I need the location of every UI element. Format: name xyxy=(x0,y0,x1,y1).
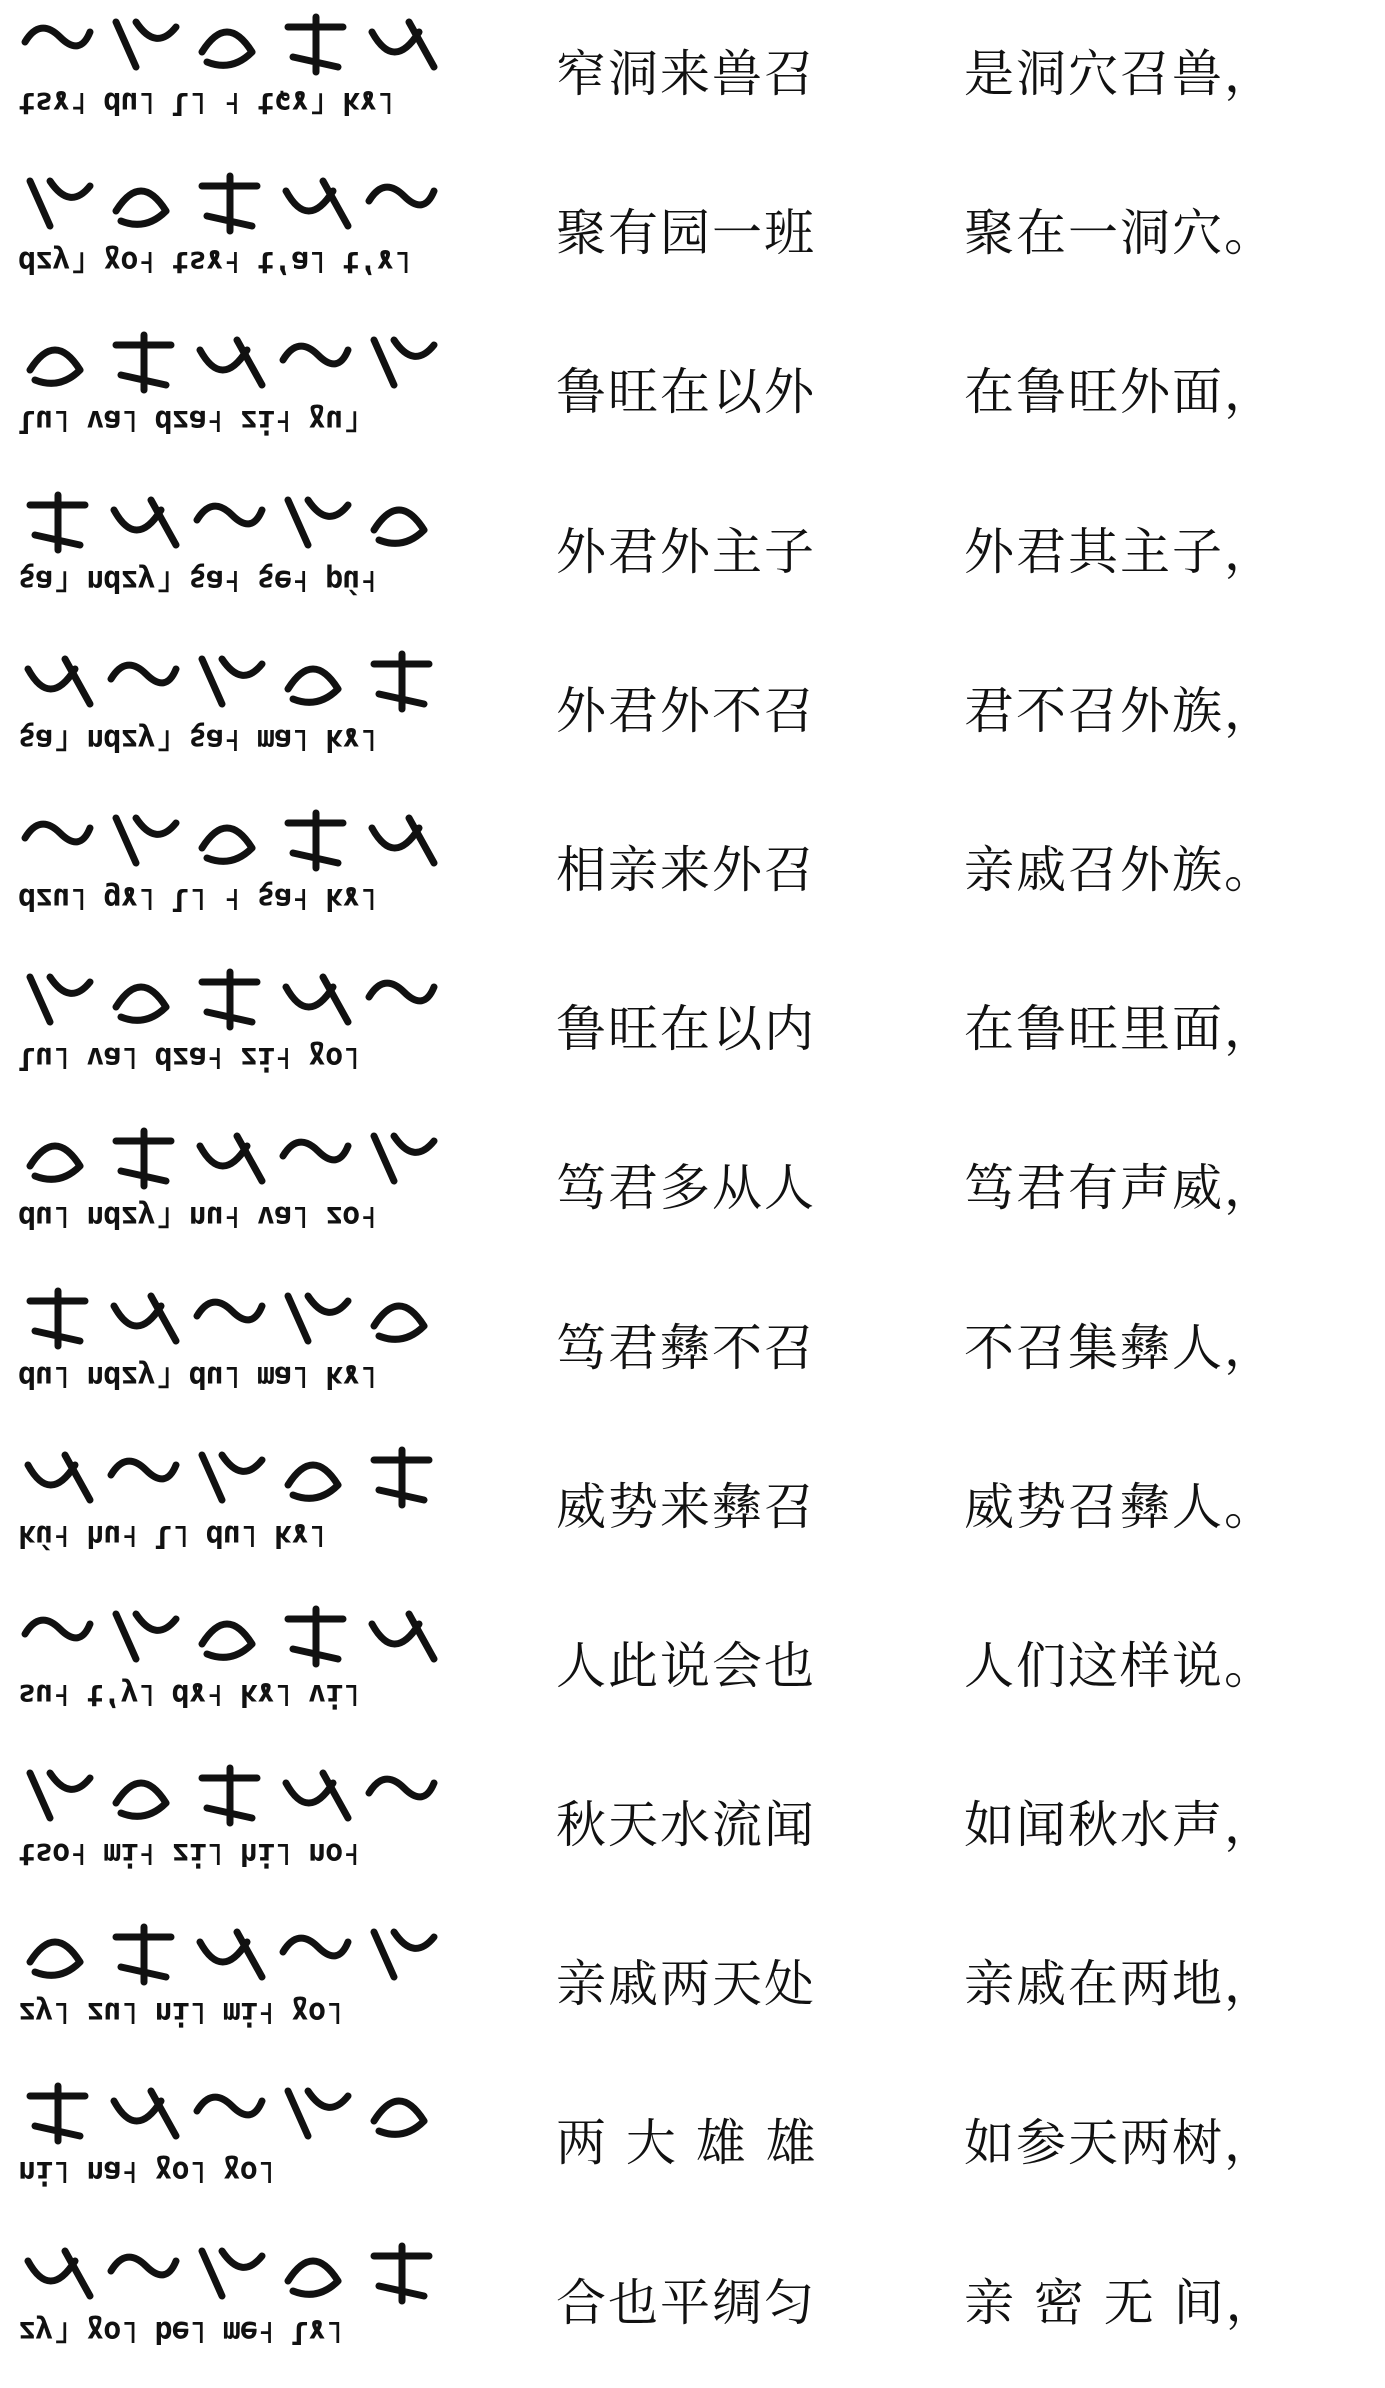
yi-glyphs xyxy=(20,330,450,400)
yi-glyphs xyxy=(20,1445,450,1515)
yi-glyph xyxy=(30,1291,85,1346)
free-translation: 亲 密 无 间， xyxy=(964,2273,1278,2332)
free-translation: 外君其主子， xyxy=(964,522,1276,581)
verse-row xyxy=(0,2229,1385,2388)
yi-glyph xyxy=(30,495,85,550)
yi-glyph xyxy=(283,346,348,364)
verse-row xyxy=(0,2069,1385,2228)
verse-row xyxy=(0,159,1385,318)
verse-row xyxy=(0,1592,1385,1751)
yi-glyph xyxy=(116,1131,171,1186)
yi-glyphs-drawing xyxy=(20,2081,450,2151)
yi-script-block xyxy=(10,808,450,918)
yi-glyph xyxy=(202,659,262,704)
yi-glyph xyxy=(288,17,343,72)
literal-gloss: 聚有园一班 xyxy=(556,204,816,263)
verse-row xyxy=(0,1910,1385,2069)
yi-glyph xyxy=(202,1455,262,1500)
phonetic-transcription: tso˧ mi˧ zi˩ hi˩ no˧ xyxy=(18,1836,360,1872)
yi-glyphs xyxy=(20,1763,450,1833)
literal-gloss: 笃君彝不召 xyxy=(556,1318,816,1377)
yi-glyphs xyxy=(20,967,450,1037)
yi-glyph xyxy=(111,1461,176,1479)
yi-glyph xyxy=(374,1450,429,1505)
yi-glyph xyxy=(30,2086,85,2141)
yi-glyph xyxy=(200,340,262,385)
yi-glyphs-drawing xyxy=(20,1763,450,1833)
yi-glyphs-drawing xyxy=(20,1445,450,1515)
yi-script-block xyxy=(10,1604,450,1714)
yi-glyph xyxy=(202,972,257,1027)
yi-glyphs-drawing xyxy=(20,1604,450,1674)
phonetic-transcription: dzy˥ ɣo˧ tsɤ˧ tʻa˩ tʻɤ˩ xyxy=(18,244,411,280)
yi-glyphs xyxy=(20,808,450,878)
yi-glyphs-drawing xyxy=(20,12,450,82)
yi-script-block xyxy=(10,1286,450,1396)
literal-gloss: 窄洞来兽召 xyxy=(556,45,816,103)
yi-glyph xyxy=(116,987,166,1020)
yi-glyph xyxy=(288,1609,343,1664)
free-translation: 亲戚在两地， xyxy=(964,1955,1276,2014)
yi-script-block xyxy=(10,1126,450,1236)
free-translation: 聚在一洞穴。 xyxy=(964,204,1276,263)
yi-glyph xyxy=(200,1932,262,1977)
yi-script-block xyxy=(10,1445,450,1555)
yi-glyphs-drawing xyxy=(20,330,450,400)
yi-glyphs xyxy=(20,2241,450,2311)
free-translation: 笃君有声威， xyxy=(964,1159,1276,1218)
verse-row xyxy=(0,0,1385,159)
yi-glyphs xyxy=(20,490,450,560)
yi-glyph xyxy=(114,500,176,545)
yi-glyph xyxy=(116,22,176,67)
free-translation: 威势召彝人。 xyxy=(964,1477,1276,1536)
phonetic-transcription: du˩ ndzy˥ du˩ ma˩ kɤ˩ xyxy=(18,1358,377,1394)
yi-glyphs xyxy=(20,12,450,82)
phonetic-transcription: lu˩ va˩ dza˧ zi˧ ɣo˩ xyxy=(18,1040,360,1076)
yi-glyph xyxy=(28,2251,90,2296)
yi-glyph xyxy=(369,983,434,1001)
yi-glyphs-drawing xyxy=(20,967,450,1037)
yi-glyph xyxy=(197,506,262,524)
phonetic-transcription: dzu˩ gɤ˩ l˩ ˧ ȿa˧ kɤ˩ xyxy=(18,880,377,916)
yi-glyphs-drawing xyxy=(20,2241,450,2311)
yi-glyphs-drawing xyxy=(20,171,450,241)
yi-glyph xyxy=(116,1927,171,1982)
yi-script-block xyxy=(10,649,450,759)
yi-glyph xyxy=(202,176,257,231)
free-translation: 在鲁旺里面， xyxy=(964,1000,1276,1059)
literal-gloss: 外君外主子 xyxy=(556,522,816,581)
yi-glyphs-drawing xyxy=(20,1126,450,1196)
literal-gloss: 两 大 雄 雄 xyxy=(556,2114,818,2173)
yi-glyph xyxy=(372,22,434,67)
yi-glyph xyxy=(286,181,348,226)
verse-row xyxy=(0,1274,1385,1433)
phonetic-transcription: su˧ tʻy˩ dɤ˧ kɤ˩ vi˩ xyxy=(18,1676,360,1712)
yi-glyphs-drawing xyxy=(20,490,450,560)
yi-glyph xyxy=(116,1783,166,1816)
free-translation: 是洞穴召兽， xyxy=(964,45,1276,103)
yi-glyph xyxy=(288,1296,348,1341)
yi-glyph xyxy=(200,1136,262,1181)
literal-gloss: 亲戚两天处 xyxy=(556,1955,816,2014)
yi-glyph xyxy=(202,1768,257,1823)
yi-script-block xyxy=(10,967,450,1077)
verse-row xyxy=(0,1433,1385,1592)
yi-glyphs-drawing xyxy=(20,1286,450,1356)
verse-row xyxy=(0,478,1385,637)
yi-script-block xyxy=(10,2081,450,2191)
verse-row xyxy=(0,637,1385,796)
yi-glyph xyxy=(116,1614,176,1659)
yi-glyph xyxy=(30,181,90,226)
yi-script-block xyxy=(10,1763,450,1873)
verse-row xyxy=(0,1751,1385,1910)
phonetic-transcription: du˩ ndzy˥ nu˧ va˩ zo˧ xyxy=(18,1199,377,1235)
yi-script-block xyxy=(10,490,450,600)
phonetic-transcription: ȿa˥ ndzy˥ ȿa˧ ma˩ kɤ˩ xyxy=(18,721,377,757)
yi-glyph xyxy=(25,1620,90,1638)
literal-gloss: 合也平绸匀 xyxy=(556,2273,816,2332)
literal-gloss: 相亲来外召 xyxy=(556,840,816,899)
yi-glyph xyxy=(116,335,171,390)
literal-gloss: 威势来彝召 xyxy=(556,1477,816,1536)
yi-glyphs xyxy=(20,2081,450,2151)
phonetic-transcription: lu˩ va˩ dza˧ zi˧ ɣu˥ xyxy=(18,403,360,439)
yi-glyphs-drawing xyxy=(20,808,450,878)
literal-gloss: 外君外不召 xyxy=(556,681,816,740)
yi-glyph xyxy=(30,1146,80,1179)
yi-glyphs xyxy=(20,1604,450,1674)
yi-glyph xyxy=(283,1142,348,1160)
phonetic-transcription: kú˧ hu˧ l˩ du˩ kɤ˩ xyxy=(18,1517,326,1553)
yi-glyph xyxy=(114,2091,176,2136)
yi-glyph xyxy=(30,1773,90,1818)
free-translation: 如闻秋水声， xyxy=(964,1796,1276,1855)
yi-glyphs xyxy=(20,1286,450,1356)
yi-glyph xyxy=(288,2091,348,2136)
yi-glyph xyxy=(288,1465,338,1498)
yi-glyph xyxy=(30,350,80,383)
literal-gloss: 鲁旺在以外 xyxy=(556,363,816,422)
yi-glyph xyxy=(374,1136,434,1181)
free-translation: 在鲁旺外面， xyxy=(964,363,1276,422)
yi-glyph xyxy=(374,340,434,385)
yi-glyph xyxy=(374,1306,424,1339)
yi-glyph xyxy=(202,2251,262,2296)
yi-glyph xyxy=(114,1296,176,1341)
yi-glyph xyxy=(369,187,434,205)
yi-glyph xyxy=(25,824,90,842)
yi-glyph xyxy=(283,1938,348,1956)
yi-glyphs xyxy=(20,1126,450,1196)
verse-row xyxy=(0,955,1385,1114)
yi-glyph xyxy=(111,2257,176,2275)
free-translation: 不召集彝人， xyxy=(964,1318,1276,1377)
yi-script-block xyxy=(10,2241,450,2351)
yi-glyph xyxy=(374,2101,424,2134)
yi-glyph xyxy=(202,828,252,861)
yi-glyph xyxy=(374,1932,434,1977)
yi-glyph xyxy=(374,510,424,543)
literal-gloss: 秋天水流闻 xyxy=(556,1796,816,1855)
yi-glyphs-drawing xyxy=(20,1922,450,1992)
yi-glyph xyxy=(30,977,90,1022)
yi-glyphs-drawing xyxy=(20,649,450,719)
yi-glyph xyxy=(116,818,176,863)
yi-glyph xyxy=(202,1624,252,1657)
yi-glyph xyxy=(111,665,176,683)
yi-glyphs xyxy=(20,171,450,241)
yi-glyph xyxy=(286,977,348,1022)
yi-glyph xyxy=(374,654,429,709)
yi-script-block xyxy=(10,12,450,122)
yi-glyph xyxy=(288,2261,338,2294)
yi-glyph xyxy=(286,1773,348,1818)
yi-glyph xyxy=(202,32,252,65)
yi-glyphs xyxy=(20,1922,450,1992)
literal-gloss: 笃君多从人 xyxy=(556,1159,816,1218)
yi-glyph xyxy=(197,1302,262,1320)
yi-glyph xyxy=(28,659,90,704)
yi-glyph xyxy=(197,2098,262,2116)
yi-glyph xyxy=(288,813,343,868)
yi-glyph xyxy=(30,1942,80,1975)
yi-glyph xyxy=(116,191,166,224)
yi-script-block xyxy=(10,330,450,440)
phonetic-transcription: zy˥ ɣo˩ be˩ me˧ lɤ˩ xyxy=(18,2313,343,2349)
yi-glyph xyxy=(288,500,348,545)
yi-glyph xyxy=(374,2246,429,2301)
verse-row xyxy=(0,796,1385,955)
yi-glyph xyxy=(288,669,338,702)
yi-glyph xyxy=(28,1455,90,1500)
literal-gloss: 鲁旺在以内 xyxy=(556,1000,816,1059)
literal-gloss: 人此说会也 xyxy=(556,1636,816,1695)
verse-row xyxy=(0,1114,1385,1273)
phonetic-transcription: ni˩ na˧ ɣo˩ ɣo˩ xyxy=(18,2154,274,2190)
yi-script-block xyxy=(10,1922,450,2032)
phonetic-transcription: zy˩ zu˩ ni˩ mi˧ ɣo˩ xyxy=(18,1995,343,2031)
free-translation: 如参天两树， xyxy=(964,2114,1276,2173)
yi-glyph xyxy=(372,1614,434,1659)
yi-glyph xyxy=(25,28,90,46)
phonetic-transcription: tsɤ˦ du˩ l˩ ˧ tɕɤ˥ kɤ˩ xyxy=(18,85,394,120)
yi-glyphs xyxy=(20,649,450,719)
yi-glyph xyxy=(372,818,434,863)
phonetic-transcription: ȿa˥ ndzy˥ ȿa˧ ȿe˧ pú˧ xyxy=(18,562,377,598)
free-translation: 人们这样说。 xyxy=(964,1636,1276,1695)
free-translation: 亲戚召外族。 xyxy=(964,840,1276,899)
free-translation: 君不召外族， xyxy=(964,681,1276,740)
yi-glyph xyxy=(369,1779,434,1797)
verse-row xyxy=(0,318,1385,477)
yi-script-block xyxy=(10,171,450,281)
